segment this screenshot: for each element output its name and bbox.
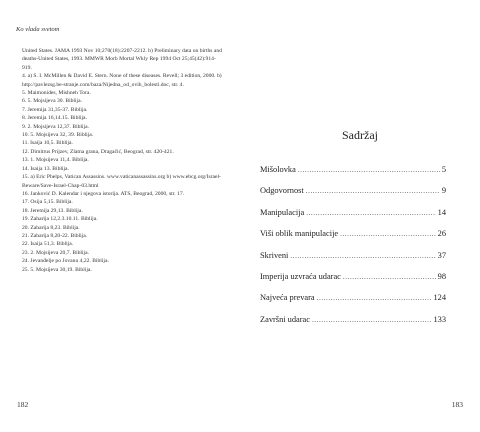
endnote: United States. JAMA 1993 Nov 10;270(18):2207-2212. b) Preliminary data on births and deaths-United States, 1993. MMWR Morb Mortal Wkly Rep 1994 Oct 25;45(42):914-919. [22, 48, 224, 71]
toc-entry-page: 124 [433, 293, 446, 303]
toc-entry-page: 9 [441, 186, 446, 196]
toc-entry[interactable] [260, 315, 446, 336]
toc-leader-dots [312, 316, 431, 324]
right-page [240, 0, 480, 432]
endnote: 21. Zaharija 8,20-22. Biblija. [22, 232, 88, 239]
toc-leader-dots [343, 273, 436, 281]
toc-entry[interactable] [260, 229, 446, 250]
endnote: 13. 1. Mojsijeva 11,4. Biblija. [22, 157, 89, 164]
toc-leader-dots [298, 166, 440, 174]
toc-entry-label: Manipulacija [260, 207, 305, 217]
toc-entry-label: Najveća prevara [260, 293, 315, 303]
endnote: 12. Dimitrus Prijzev, Zlatna grana, Dragačić, Beograd, str. 420-421. [22, 148, 174, 155]
toc-entry-label: Mišolovka [260, 165, 296, 174]
toc-entry-label: Viši oblik manipulacije [260, 229, 339, 239]
endnote: 4. a) S. I. McMillen & David E. Stern. None of these diseases. Revell; 3 edition, 2000. b) http://pavlezsg.be-stranje.com/baza/Nijedna_od_ovih_bolesti.doc, str. 4. [22, 73, 224, 88]
toc-leader-dots [306, 209, 435, 217]
running-head: Ko vlada svetom [16, 26, 60, 33]
endnote: 14. Isaija 13. Biblija. [22, 165, 69, 172]
toc-leader-dots [340, 230, 436, 238]
endnote: 10. 5. Mojsijeva 32, 39. Biblija. [22, 132, 94, 139]
toc-entry-page: 5 [441, 165, 446, 174]
endnote: 20. Zaharija 8,23. Biblija. [22, 224, 80, 231]
toc-entry-page: 98 [437, 271, 446, 281]
toc-entry-label: Završni udarac [260, 314, 310, 324]
endnote: 9. 2. Mojsijeva 12,37. Biblija. [22, 123, 89, 130]
toc-entry-label: Odgovornost [260, 186, 304, 196]
endnote: 18. Jeremija 29,13. Biblija. [22, 207, 83, 214]
toc-entry[interactable] [260, 272, 446, 293]
toc-leader-dots [317, 294, 432, 302]
toc-entry-label: Skriveni [260, 250, 289, 260]
toc-entry-label: Imperija uzvraća udarac [260, 271, 341, 281]
endnote: 15. a) Eric Phelps, Vatican Assassins. www.vaticanassassins.org b) www.ebcg.org/Israel-Beware/Save-Israel-Chap-03.html [22, 174, 221, 189]
endnote: 23. 2. Mojsijeva 20,7. Biblija. [22, 249, 89, 256]
endnote: 6. 5. Mojsijeva 30. Biblija. [22, 98, 82, 105]
toc-entry[interactable] [260, 251, 446, 272]
toc-title: Sadržaj [342, 128, 378, 142]
endnote: 22. Isaija 51,3. Biblija. [22, 241, 74, 248]
toc-entry-page: 14 [437, 207, 446, 217]
endnotes-list [22, 47, 222, 274]
toc-entry[interactable] [260, 293, 446, 314]
endnote: 19. Zaharija 12,2.3.10.11. Biblija. [22, 216, 98, 223]
toc-leader-dots [306, 187, 440, 195]
page-number-left: 182 [17, 400, 29, 409]
endnote: 17. Osija 5,15. Biblija. [22, 199, 73, 206]
page-number-right: 183 [451, 400, 463, 409]
endnote: 25. 5. Mojsijeva 30,19. Biblija. [22, 266, 92, 273]
toc-entry-page: 37 [437, 250, 446, 260]
toc-entry[interactable] [260, 165, 446, 186]
toc-entry-page: 133 [433, 314, 446, 324]
endnote: 7. Jeremija 31,35-37. Biblija. [22, 106, 88, 113]
toc-leader-dots [290, 252, 435, 260]
endnote: 5. Maimonides, Mishneh Tora. [22, 90, 91, 97]
endnote: 8. Jeremija 16,14.15. Biblija. [22, 115, 87, 122]
endnote: 11. Isaija 10,5. Biblija. [22, 140, 73, 147]
endnote: 16. Janković D. Kalendar i njegova istorija. ATS, Beograd, 2000, str. 17. [22, 190, 185, 197]
toc-entry[interactable] [260, 208, 446, 229]
toc-entry-page: 26 [437, 229, 446, 239]
endnote: 24. Jevanđelje po Jovanu 4,22. Biblija. [22, 258, 109, 265]
table-of-contents [260, 165, 446, 336]
toc-entry[interactable] [260, 186, 446, 207]
